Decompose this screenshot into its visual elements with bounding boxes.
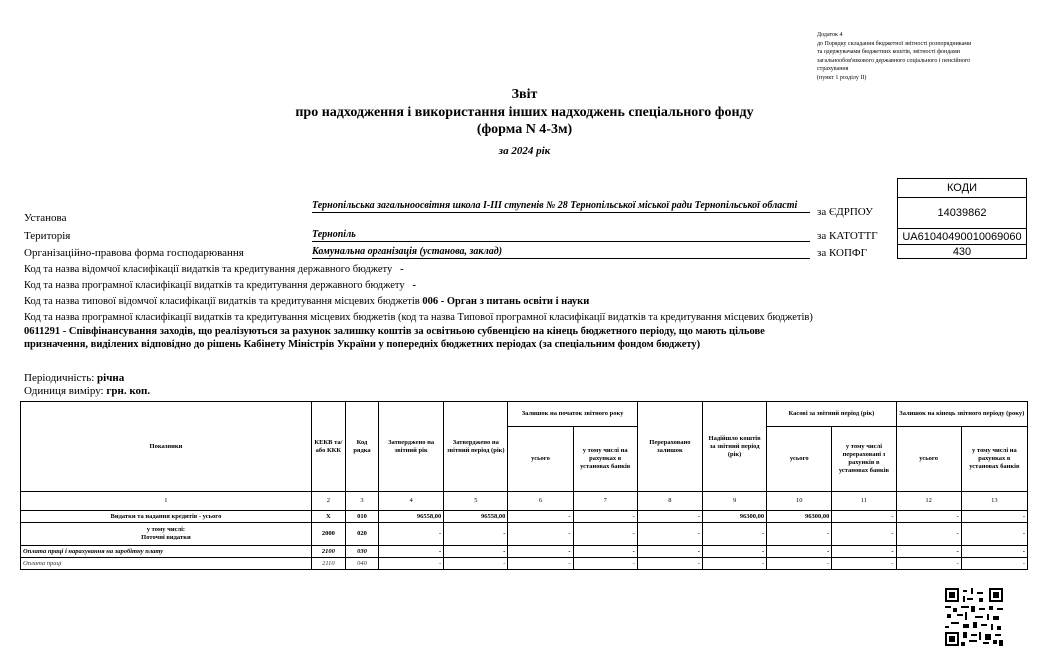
- header-balance-start: Залишок на початок звітного року: [508, 402, 637, 427]
- header-code: Код рядка: [345, 402, 378, 492]
- cell-end-total: -: [896, 523, 961, 546]
- periodicity: [24, 372, 124, 384]
- cell-approved: -: [379, 546, 444, 558]
- cell-cash-banks: -: [832, 511, 896, 523]
- classifier-value: -: [412, 280, 416, 291]
- cell-transferred: -: [637, 546, 702, 558]
- cell-end-total: -: [896, 558, 961, 570]
- col-num: 6: [508, 492, 573, 511]
- cell-approved: -: [379, 523, 444, 546]
- classifier-line-2: [24, 280, 416, 291]
- cell-approved-period: -: [444, 558, 508, 570]
- appendix-note: [817, 31, 1032, 83]
- appendix-line: до Порядку складання бюджетної звітності розпорядниками: [817, 40, 972, 47]
- col-num: 4: [379, 492, 444, 511]
- col-num: 12: [896, 492, 961, 511]
- katottg-label: за КАТОТТГ: [817, 230, 878, 242]
- col-num: 13: [961, 492, 1027, 511]
- row-kekv: 2000: [311, 523, 345, 546]
- cell-received: -: [702, 558, 766, 570]
- header-cash-banks: у тому числі перераховані з рахунків в установах банків: [832, 427, 896, 492]
- table-row: [21, 523, 1028, 546]
- row-code: 020: [345, 523, 378, 546]
- cell-start-banks: -: [573, 523, 637, 546]
- row-kekv: 2100: [311, 546, 345, 558]
- cell-end-banks: -: [961, 523, 1027, 546]
- col-num: 3: [345, 492, 378, 511]
- appendix-line: Додаток 4: [817, 32, 843, 38]
- col-num: 11: [832, 492, 896, 511]
- cell-received: 96300,00: [702, 511, 766, 523]
- qr-code-icon: [944, 588, 1004, 646]
- header-kekv: КЕКВ та/або ККК: [311, 402, 345, 492]
- classifier-text: Код та назва програмної класифікації видатків та кредитування місцевих бюджетів (код та назва Типової програмної класифікації видатків та кредитування місцевих бюджетів): [24, 312, 813, 323]
- cell-approved: -: [379, 558, 444, 570]
- row-kekv: 2110: [311, 558, 345, 570]
- report-title: Звіт: [511, 87, 538, 102]
- cell-approved-period: -: [444, 523, 508, 546]
- cell-start-total: -: [508, 523, 573, 546]
- cell-start-total: -: [508, 558, 573, 570]
- header-start-banks: у тому числі на рахунках в установах банків: [573, 427, 637, 492]
- codes-title: КОДИ: [898, 179, 1027, 198]
- cell-cash-banks: -: [832, 546, 896, 558]
- header-approved: Затверджено на звітний рік: [379, 402, 444, 492]
- col-num: 5: [444, 492, 508, 511]
- col-num: 7: [573, 492, 637, 511]
- cell-cash-banks: -: [832, 558, 896, 570]
- appendix-line: (пункт 1 розділу II): [817, 74, 867, 81]
- table-row: [21, 546, 1028, 558]
- classifier-text: Код та назва типової відомчої класифікації видатків та кредитування місцевих бюджетів: [24, 296, 420, 307]
- edrpou-label: за ЄДРПОУ: [817, 206, 873, 218]
- header-end-banks: у тому числі на рахунках в установах банків: [961, 427, 1027, 492]
- cell-received: -: [702, 546, 766, 558]
- col-num: 8: [637, 492, 702, 511]
- header-cash: Касові за звітний період (рік): [767, 402, 896, 427]
- col-num: 10: [767, 492, 832, 511]
- codes-table: [897, 178, 1027, 259]
- header-approved-period: Затверджено на звітний період (рік): [444, 402, 508, 492]
- row-name: Оплата праці: [21, 558, 312, 570]
- header-transferred: Перераховано залишок: [637, 402, 702, 492]
- cell-transferred: -: [637, 558, 702, 570]
- report-form: (форма N 4-3м): [476, 122, 573, 137]
- row-name-line: у тому числі:: [146, 526, 186, 533]
- row-name: Видатки та надання кредитів - усього: [21, 511, 312, 523]
- cell-transferred: -: [637, 523, 702, 546]
- cell-approved: 96558,00: [379, 511, 444, 523]
- classifier-line-1: [24, 264, 404, 275]
- row-name-line: Поточні видатки: [141, 534, 191, 541]
- header-end-total: усього: [896, 427, 961, 492]
- row-code: 010: [345, 511, 378, 523]
- header-indicators: Показники: [21, 402, 312, 492]
- institution-label: Установа: [24, 212, 67, 224]
- row-code: 040: [345, 558, 378, 570]
- periodicity-label: Періодичність:: [24, 372, 95, 384]
- report-period: за 2024 рік: [498, 145, 551, 157]
- cell-end-banks: -: [961, 558, 1027, 570]
- territory-value: Тернопіль: [312, 229, 810, 242]
- row-name: Оплата праці і нарахування на заробітну плату: [21, 546, 312, 558]
- cell-end-total: -: [896, 546, 961, 558]
- org-form-value: Комунальна організація (установа, заклад): [312, 246, 810, 259]
- cell-cash-total: -: [767, 523, 832, 546]
- cell-start-total: -: [508, 546, 573, 558]
- cell-start-banks: -: [573, 511, 637, 523]
- appendix-line: страхування: [817, 66, 849, 73]
- katottg-code: UA61040490010069060: [898, 229, 1027, 245]
- col-num: 2: [311, 492, 345, 511]
- kopfg-code: 430: [898, 245, 1027, 259]
- org-form-label: Організаційно-правова форма господарювання: [24, 247, 244, 259]
- edrpou-code: 14039862: [898, 198, 1027, 229]
- cell-approved-period: 96558,00: [444, 511, 508, 523]
- appendix-line: загальнообов'язкового державного соціального і пенсійного: [817, 57, 971, 64]
- appendix-line: та одержувачами бюджетних коштів, звітності фондами: [817, 49, 960, 56]
- territory-label: Територія: [24, 230, 71, 242]
- cell-cash-total: -: [767, 546, 832, 558]
- cell-end-total: -: [896, 511, 961, 523]
- row-name: [21, 523, 312, 546]
- cell-start-banks: -: [573, 546, 637, 558]
- cell-start-total: -: [508, 511, 573, 523]
- col-num: 1: [21, 492, 312, 511]
- classifier-text: Код та назва програмної класифікації видатків та кредитування державного бюджету: [24, 280, 405, 291]
- cell-start-banks: -: [573, 558, 637, 570]
- cell-end-banks: -: [961, 546, 1027, 558]
- row-code: 030: [345, 546, 378, 558]
- classifier-value: 0611291 - Співфінансування заходів, що реалізуються за рахунок залишку коштів за освітньою субвенцією на кінець бюджетного періоду, що мають цільове призначення, виділених відповідно до рішень Кабінету Міністрів України у попередніх бюджетних періодах (за спеціальним фондом бюджету): [24, 325, 765, 351]
- cell-approved-period: -: [444, 546, 508, 558]
- unit-label: Одиниця виміру:: [24, 385, 104, 397]
- col-num: 9: [702, 492, 766, 511]
- cell-transferred: -: [637, 511, 702, 523]
- cell-received: -: [702, 523, 766, 546]
- kopfg-label: за КОПФГ: [817, 247, 867, 259]
- row-kekv: X: [311, 511, 345, 523]
- report-table: [20, 401, 1028, 570]
- classifier-line-3: [24, 296, 589, 307]
- table-row: [21, 558, 1028, 570]
- classifier-value: 006 - Орган з питань освіти і науки: [422, 296, 590, 307]
- unit: [24, 385, 150, 397]
- report-subtitle: про надходження і використання інших надходжень спеціального фонду: [295, 105, 754, 120]
- unit-value: грн. коп.: [106, 385, 151, 397]
- header-balance-end: Залишок на кінець звітного періоду (року): [896, 402, 1027, 427]
- periodicity-value: річна: [97, 372, 125, 384]
- header-received: Надійшло коштів за звітний період (рік): [702, 402, 766, 492]
- cell-cash-total: 96300,00: [767, 511, 832, 523]
- cell-cash-total: -: [767, 558, 832, 570]
- table-row: [21, 511, 1028, 523]
- cell-end-banks: -: [961, 511, 1027, 523]
- header-cash-total: усього: [767, 427, 832, 492]
- cell-cash-banks: -: [832, 523, 896, 546]
- classifier-value: -: [400, 264, 404, 275]
- classifier-text: Код та назва відомчої класифікації видатків та кредитування державного бюджету: [24, 264, 393, 275]
- institution-value: Тернопільська загальноосвітня школа І-ІІІ ступенів № 28 Тернопільської міської ради Тернопільської області: [312, 200, 810, 213]
- column-number-row: [21, 492, 1028, 511]
- classifier-paragraph: [24, 311, 814, 352]
- header-start-total: усього: [508, 427, 573, 492]
